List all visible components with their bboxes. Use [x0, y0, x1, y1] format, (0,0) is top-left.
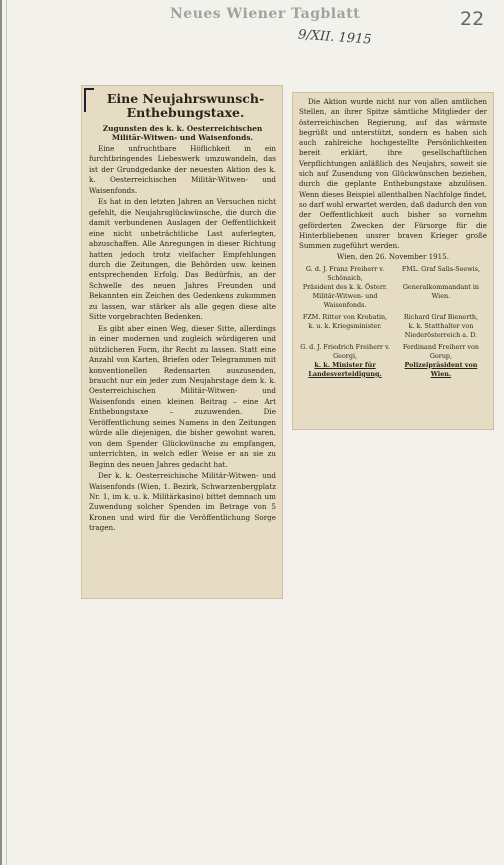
signature-date: Wien, den 26. November 1915.	[337, 252, 449, 262]
paragraph: Es hat in den letzten Jahren an Versuchen nicht gefehlt, die Neujahrsglückwünsche, die durch die damit verbundenen Auslagen der Oeffentlichkeit eine nicht unbeträchtliche Last auferlegten, abzuschaffen. Alle Anregungen in dieser Richtung hatten jedoch trotz vielfacher Empfehlungen durch die Zeitungen, die Behörden usw. keinen entsprechenden Erfolg. Das Bedürfnis, an der Schwelle des neuen Jahres Freunden und Bekannten ein Zeichen des Gedenkens zukommen zu lassen, war stärker als alle gegen diese alte Sitte vorgebrachten Bedenken.	[89, 197, 276, 322]
handwritten-date: 9/XII. 1915	[297, 27, 372, 48]
signature-title: Generalkommandant in Wien.	[402, 282, 480, 300]
signature-title: Präsident des k. k. Österr. Militär-Witwen- und Waisenfonds.	[302, 282, 388, 309]
article-title: Eine Neujahrswunsch-Enthebungstaxe.	[106, 91, 265, 120]
signature-row	[299, 313, 487, 322]
signature-title: k. k. Statthalter von Niederösterreich a. D.	[404, 321, 478, 339]
signature-name: Ferdinand Freiherr von Gorup,	[402, 342, 480, 360]
signature-name: FZM. Ritter von Krobatin,	[302, 312, 388, 321]
signature-name: Richard Graf Bienerth,	[403, 312, 478, 321]
clipping-left-column	[82, 86, 282, 598]
paragraph: Die Aktion wurde nicht nur von allen amtlichen Stellen, an ihrer Spitze sämtliche Mitglieder der österreichischen Regierung, auf das wärmste begrüßt und unterstützt, sondern es haben sich auch zahlreiche hochgestellte Persönlichkeiten bereit erklärt, ihre gesellschaftlichen Verpflichtungen anläßlich des Neujahrs, soweit sie sich auf Zusendung von Glückwünschen beziehen, durch die geplante Enthebungstaxe abzulösen. Wenn dieses Beispiel allenthalben Nachfolge findet, so darf wohl erwartet werden, daß dadurch den von der Oeffentlichkeit auch bisher so vornehm geförderten Zwecken der Fürsorge für die Hinterbliebenen unsrer braven Krieger große Summen zugeführt werden.	[299, 97, 487, 251]
editor-bracket-mark	[84, 88, 94, 112]
signature-title: k. u. k. Kriegsminister.	[308, 321, 382, 330]
signature-title: k. k. Minister für Landesverteidigung.	[308, 360, 382, 378]
article-subtitle: Zugunsten des k. k. Oesterreichischen Militär-Witwen- und Waisenfonds.	[102, 124, 263, 142]
signature-name: G. d. J. Franz Freiherr v. Schönaich,	[305, 264, 385, 282]
signature-block	[299, 265, 487, 379]
clipping-right-column	[293, 93, 493, 429]
signature-name: G. d. J. Friedrich Freiherr v. Georgi,	[300, 342, 390, 360]
signature-row	[299, 283, 487, 310]
newspaper-masthead: Neues Wiener Tagblatt	[170, 6, 361, 22]
signature-title: Polizeipräsident von Wien.	[404, 360, 478, 378]
paragraph: Es gibt aber einen Weg, dieser Sitte, allerdings in einer modernen und zugleich würdigeren und nützlicheren Form, ihr Recht zu lassen. Statt eine Anzahl von Karten, Briefen oder Telegrammen mit konventionellen Redensarten auszusenden, braucht nur ein jeder zum Neujahrstage dem k. k. Oesterreichischen Militär-Witwen- und Waisenfonds einen kleinen Beitrag – eine Art Enthebungstaxe – zuzuwenden. Die Veröffentlichung seines Namens in den Zeitungen würde alle diejenigen, die bisher gewohnt waren, von dem Spender Glückwünsche zu empfangen, unterrichten, in welch edler Weise er an sie zu Beginn des neuen Jahres gedacht hat.	[89, 323, 276, 469]
signature-row	[299, 265, 487, 283]
paragraph: Eine unfruchtbare Höflichkeit in ein furchtbringendes Liebeswerk umzuwandeln, das ist der Grundgedanke der neuesten Aktion des k. k. Oesterreichischen Militär-Witwen- und Waisenfonds.	[89, 144, 276, 195]
signature-row	[299, 343, 487, 361]
paragraph: Der k. k. Oesterreichische Militär-Witwen- und Waisenfonds (Wien, 1. Bezirk, Schwarzenbergplatz Nr. 1, im k. u. k. Militärkasino) bittet demnach um Zuwendung solcher Spenden im Betrage von 5 Kronen und wird für die Veröffentlichung Sorge tragen.	[89, 471, 276, 533]
page-number: 22	[460, 8, 485, 30]
signature-row	[299, 361, 487, 379]
signature-name: FML. Graf Salis-Seewis,	[401, 264, 481, 273]
signature-row	[299, 322, 487, 340]
